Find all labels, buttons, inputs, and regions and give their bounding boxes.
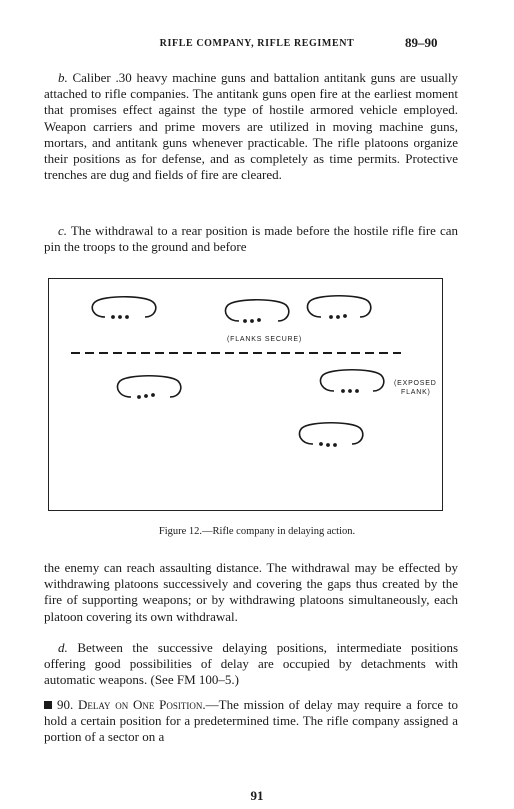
platoon-symbol (307, 296, 370, 317)
platoon-symbol (92, 297, 156, 317)
section-90-text: —The mission of delay may require a force to hold a certain position for a predetermined time. The rifle company assigned a portion of a sector on a (44, 697, 459, 745)
label-exposed-flank-line1: (EXPOSED (394, 380, 437, 387)
figure-12-drawing (49, 279, 442, 510)
paragraph-d-text: Between the successive delaying positions, intermediate positions offering good possibilities of delay are occupied by detachments with automatic weapons. (See FM 100–5.) (44, 640, 459, 688)
paragraph-c-start-text: The withdrawal to a rear position is made before the hostile rifle fire can pin the troops to the ground and before (44, 223, 459, 255)
paragraph-c-end (44, 560, 458, 625)
paragraph-c-end-text: the enemy can reach assaulting distance. The withdrawal may be effected by withdrawing platoons successively and covering the gaps thus created by the fire of supporting weapons; or by withdrawing platoons simultaneously, each platoon covering its own withdrawal. (44, 560, 458, 624)
paragraph-c-start (44, 223, 458, 255)
platoon-symbol (117, 376, 180, 397)
paragraph-d-label: d. (58, 640, 68, 655)
section-90-heading: Delay on One Position. (78, 697, 206, 712)
figure-caption: Figure 12.—Rifle company in delaying action. (158, 526, 356, 537)
paragraph-d (44, 640, 458, 689)
label-exposed-flank-line2: FLANK) (401, 389, 431, 396)
section-90-number: 90. (57, 697, 74, 712)
section-bullet-icon (44, 701, 52, 709)
section-90-paragraph (44, 697, 458, 746)
running-head-title: RIFLE COMPANY, RIFLE REGIMENT (159, 38, 355, 49)
page-number: 91 (250, 788, 264, 803)
platoon-symbol (299, 423, 362, 444)
paragraph-b-label: b. (58, 70, 68, 85)
paragraph-b-text: Caliber .30 heavy machine guns and battalion antitank guns are usually attached to rifle companies. The antitank guns open fire at the earliest moment that promises effect against the type of hostile armored vehicle employed. Weapon carriers and prime movers are utilized in moving machine guns, mortars, and antitank guns whenever practicable. The rifle platoons organize their positions as for defense, and as completely as time permits. Protective trenches are dug and fields of fire are cleared. (44, 70, 459, 183)
running-head-section-numbers: 89–90 (405, 35, 438, 50)
figure-12-diagram (48, 278, 443, 511)
paragraph-c-label: c. (58, 223, 68, 238)
platoon-symbol (225, 300, 288, 321)
platoon-symbol (320, 370, 383, 391)
paragraph-b (44, 70, 458, 183)
label-flanks-secure: (FLANKS SECURE) (227, 336, 303, 343)
